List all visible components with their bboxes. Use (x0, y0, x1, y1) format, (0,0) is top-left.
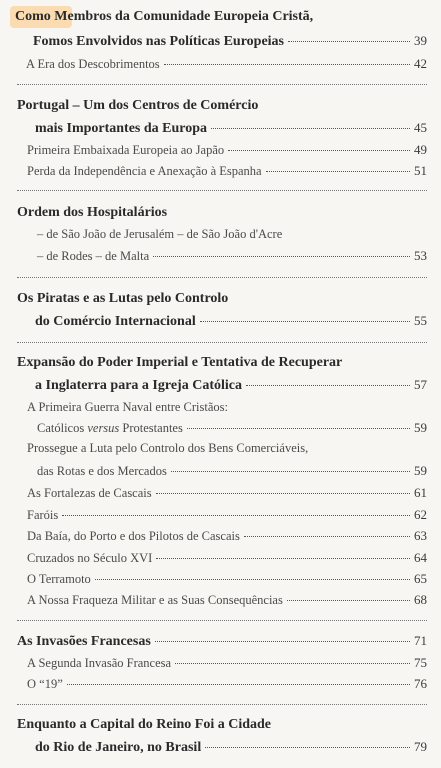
toc-entry (26, 56, 427, 72)
toc-heading (15, 9, 425, 25)
page-number: 51 (414, 163, 427, 178)
toc-heading (17, 717, 427, 733)
entry-title: das Rotas e dos Mercados (37, 464, 167, 478)
toc-entry (17, 633, 427, 650)
entry-title: Da Baía, do Porto e dos Pilotos de Cascais (27, 529, 240, 543)
section-divider (17, 190, 427, 191)
dot-leader (67, 684, 410, 685)
entry-title: A Primeira Guerra Naval entre Cristãos: (27, 400, 228, 414)
page-number: 42 (414, 56, 427, 71)
dot-leader (244, 536, 410, 537)
entry-title: Perda da Independência e Anexação à Espanha (27, 164, 262, 178)
dot-leader (200, 321, 410, 322)
page-number: 76 (414, 676, 427, 691)
page-number: 65 (414, 571, 427, 586)
toc-entry (35, 313, 427, 330)
toc-entry (27, 485, 427, 501)
entry-title: do Comércio Internacional (35, 314, 196, 329)
toc-entry (37, 463, 427, 479)
entry-title: Católicos versus Protestantes (37, 421, 183, 435)
page-number: 79 (414, 739, 427, 754)
page-number: 59 (414, 420, 427, 435)
toc-entry (27, 400, 427, 415)
dot-leader (205, 747, 410, 748)
entry-title: mais Importantes da Europa (35, 121, 208, 136)
toc-entry (27, 163, 427, 179)
entry-title: O “19” (27, 677, 63, 691)
toc-entry (27, 507, 427, 523)
toc-entry (27, 592, 427, 608)
toc-entry (37, 420, 427, 436)
section-divider (17, 620, 427, 621)
page-number: 62 (414, 507, 427, 522)
entry-title: – de Rodes – de Malta (37, 249, 150, 263)
dot-leader (153, 256, 410, 257)
entry-title: Primeira Embaixada Europeia ao Japão (27, 143, 225, 157)
page-number: 53 (414, 248, 427, 263)
heading-line: Os Piratas e as Lutas pelo Controlo (17, 291, 229, 306)
dot-leader (156, 558, 410, 559)
toc-heading (17, 98, 427, 114)
page-number: 61 (414, 485, 427, 500)
dot-leader (187, 428, 410, 429)
toc-entry (27, 142, 427, 158)
page-number: 49 (414, 142, 427, 157)
section-divider (17, 277, 427, 278)
entry-title: O Terramoto (27, 572, 91, 586)
page-number: 75 (414, 655, 427, 670)
page-number: 45 (414, 120, 427, 135)
toc-entry (37, 227, 427, 242)
toc-entry (27, 441, 427, 456)
dot-leader (95, 579, 410, 580)
dot-leader (175, 663, 410, 664)
page-number: 68 (414, 592, 427, 607)
dot-leader (164, 64, 410, 65)
entry-title: do Rio de Janeiro, no Brasil (35, 740, 202, 755)
page-number: 59 (414, 463, 427, 478)
toc-entry (27, 676, 427, 692)
entry-title: Faróis (27, 508, 59, 522)
entry-title: Fomos Envolvidos nas Políticas Europeias (33, 34, 285, 49)
page-number: 63 (414, 528, 427, 543)
dot-leader (287, 600, 410, 601)
page-number: 39 (414, 33, 427, 48)
toc-heading (17, 205, 427, 221)
dot-leader (62, 515, 410, 516)
toc-entry (27, 550, 427, 566)
heading-line: Como Membros da Comunidade Europeia Cristã, (15, 9, 314, 24)
section-divider (17, 704, 427, 705)
page-number: 64 (414, 550, 427, 565)
toc-entry (27, 655, 427, 671)
heading-line: Enquanto a Capital do Reino Foi a Cidade (17, 717, 271, 732)
section-divider (17, 84, 427, 85)
heading-line: Expansão do Poder Imperial e Tentativa de Recuperar (17, 355, 343, 370)
toc-entry (35, 739, 427, 756)
toc-heading (17, 355, 427, 371)
dot-leader (171, 471, 410, 472)
heading-line: Portugal – Um dos Centros de Comércio (17, 98, 259, 113)
toc-entry (35, 377, 427, 394)
page-number: 57 (414, 377, 427, 392)
dot-leader (246, 385, 410, 386)
entry-title: As Fortalezas de Cascais (27, 486, 152, 500)
entry-title: As Invasões Francesas (17, 634, 151, 649)
entry-title: A Segunda Invasão Francesa (27, 656, 172, 670)
toc-entry (33, 33, 427, 50)
dot-leader (211, 128, 410, 129)
toc-entry (35, 120, 427, 137)
entry-title: A Nossa Fraqueza Militar e as Suas Consequências (27, 593, 283, 607)
entry-title: – de São João de Jerusalém – de São João d'Acre (37, 227, 283, 241)
section-divider (17, 342, 427, 343)
page-number: 71 (414, 633, 427, 648)
dot-leader (155, 641, 410, 642)
page-number: 55 (414, 313, 427, 328)
toc-entry (27, 528, 427, 544)
entry-title: Cruzados no Século XVI (27, 551, 153, 565)
dot-leader (156, 493, 410, 494)
entry-title: a Inglaterra para a Igreja Católica (35, 378, 242, 393)
dot-leader (288, 41, 410, 42)
entry-title: A Era dos Descobrimentos (26, 57, 160, 71)
toc-entry (27, 571, 427, 587)
heading-line: Ordem dos Hospitalários (17, 205, 168, 220)
dot-leader (266, 171, 410, 172)
dot-leader (228, 150, 410, 151)
entry-title: Prossegue a Luta pelo Controlo dos Bens Comerciáveis, (27, 441, 309, 455)
toc-entry (37, 248, 427, 264)
toc-heading (17, 291, 427, 307)
